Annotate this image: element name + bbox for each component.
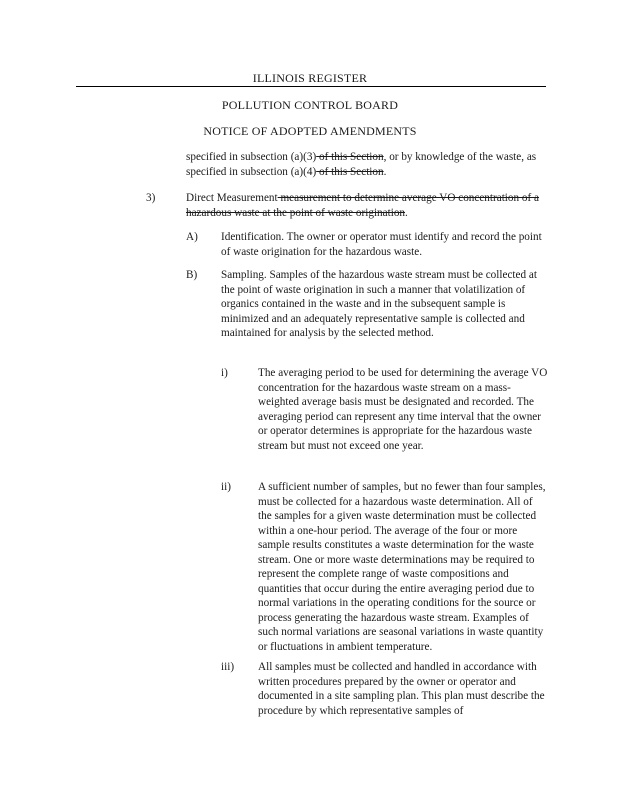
item-b-number: B) <box>186 269 198 281</box>
intro-text-2: , or by knowledge of the waste, as specified in subsection (a)(4) <box>186 151 537 178</box>
item-iii-number: iii) <box>221 661 235 673</box>
item-iii-text: All samples must be collected and handled in accordance with written procedures prepared by the owner or operator and documented in a site sampling plan. This plan must describe the procedure by which representative samples of <box>258 661 545 717</box>
intro-deleted-1: of this Section <box>316 151 384 163</box>
item-ii-number: ii) <box>221 481 231 493</box>
register-title: ILLINOIS REGISTER <box>252 71 368 85</box>
item-a-number: A) <box>186 231 198 243</box>
item-b-text: Sampling. Samples of the hazardous waste stream must be collected at the point of waste origination in such a manner that volatilization of organics contained in the waste and in the subsequent sample is minimized and an adequately representative sample is collected and maintained for analysis by the selected method. <box>221 269 537 339</box>
intro-text-3: . <box>383 165 387 178</box>
item-i-number: i) <box>221 367 228 379</box>
item-3-text-1: Direct Measurement <box>186 192 278 204</box>
intro-deleted-2: of this Section <box>316 165 384 178</box>
board-title: POLLUTION CONTROL BOARD <box>221 98 399 112</box>
item-ii-text: A sufficient number of samples, but no fewer than four samples, must be collected for a hazardous waste determination. All of the samples for a given waste determination must be collected within a one-hour period. The average of the four or more sample results constitutes a waste determination for the waste stream. One or more waste determinations may be required to represent the complete range of waste compositions and quantities that occur during the entire averaging period due to normal variations in the operating conditions for the source or process generating the hazardous waste stream. Examples of such normal variations are seasonal variations in waste quantity or fluctuations in ambient temperature. <box>258 481 546 653</box>
item-3-number: 3) <box>146 192 156 204</box>
notice-title: NOTICE OF ADOPTED AMENDMENTS <box>203 124 417 138</box>
item-a-text: Identification. The owner or operator must identify and record the point of waste origination for the hazardous waste. <box>221 231 542 258</box>
item-i-text: The averaging period to be used for determining the average VO concentration for the hazardous waste stream on a mass-weighted average basis must be designated and recorded. The averaging period can represent any time interval that the owner or operator determines is appropriate for the hazardous waste stream but must not exceed one year. <box>258 367 548 452</box>
item-3-text-2: . <box>405 206 408 219</box>
item-3-text <box>186 191 548 220</box>
intro-text-1: specified in subsection (a)(3) <box>186 151 317 163</box>
header-rule <box>76 86 546 87</box>
intro-paragraph <box>186 150 548 179</box>
item-3-deleted: measurement to determine average VO concentration of a hazardous waste at the point of waste origination <box>186 192 539 219</box>
